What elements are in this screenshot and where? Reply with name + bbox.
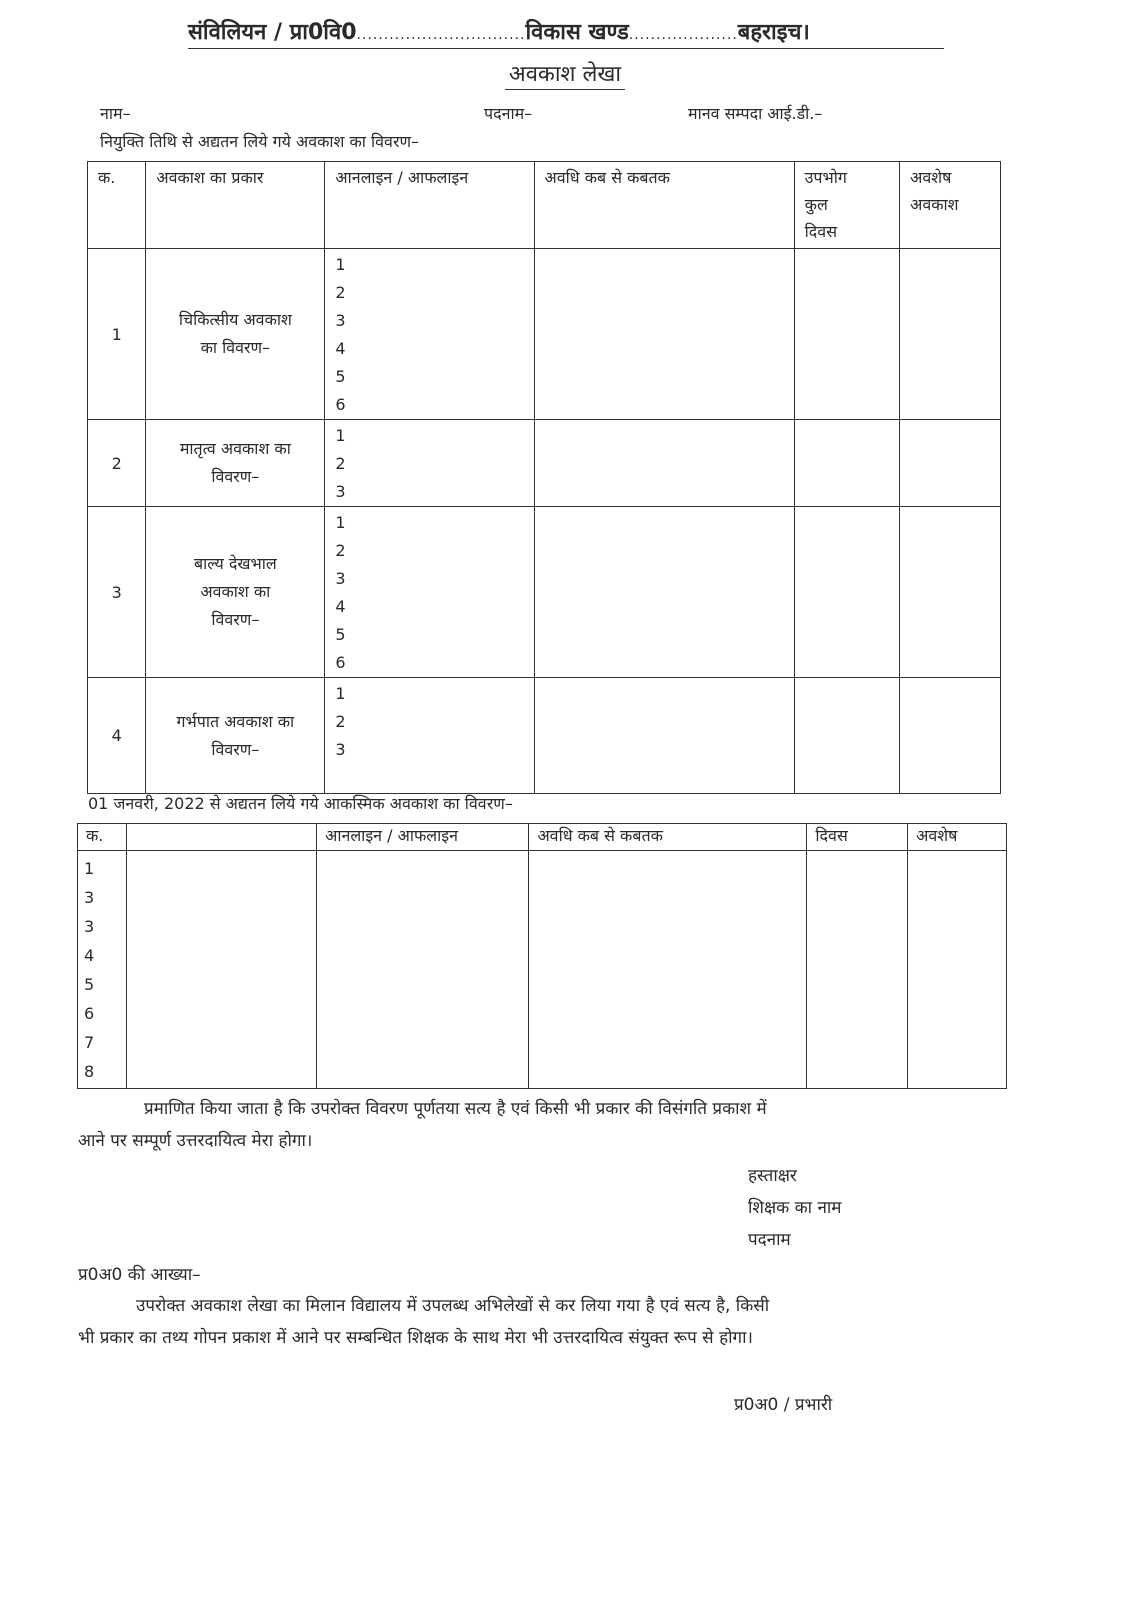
casual-table-header	[78, 824, 1007, 851]
row-duration-cell[interactable]	[534, 678, 794, 794]
list-item: 2	[335, 283, 346, 302]
row-leave-type-line3: विवरण–	[211, 610, 260, 629]
row-days-cell[interactable]	[794, 420, 899, 507]
row-mode-items	[325, 249, 534, 420]
row-sno: 3	[88, 507, 146, 678]
col-days-used-line3: दिवस	[804, 222, 838, 241]
list-item: 3	[335, 569, 346, 588]
casual-days-cell[interactable]	[807, 851, 908, 1089]
list-item: 6	[335, 653, 346, 672]
headmaster-remarks-text	[78, 1290, 1016, 1354]
col-mode: आनलाइन / आफलाइन	[325, 162, 534, 249]
col-sno: क.	[78, 824, 127, 851]
casual-mode-cell[interactable]	[317, 851, 529, 1089]
list-item: 5	[84, 975, 95, 994]
col-days-used	[794, 162, 899, 249]
row-leave-type-line1: गर्भपात अवकाश का	[176, 711, 295, 731]
row-leave-type	[146, 249, 325, 420]
table-row	[88, 678, 1001, 794]
row-remaining-cell[interactable]	[900, 249, 1001, 420]
list-item: 4	[335, 597, 346, 616]
row-duration-cell[interactable]	[534, 507, 794, 678]
list-item: 4	[84, 946, 95, 965]
remarks-line1: उपरोक्त अवकाश लेखा का मिलान विद्यालय में उपलब्ध अभिलेखों से कर लिया गया है एवं सत्य है, किसी	[136, 1296, 770, 1316]
leave-table-intro: नियुक्ति तिथि से अद्यतन लिये गये अवकाश का विवरण–	[100, 132, 420, 151]
signature-label: हस्ताक्षर	[748, 1166, 797, 1186]
certification-line2: आने पर सम्पूर्ण उत्तरदायित्व मेरा होगा।	[78, 1131, 313, 1151]
row-remaining-cell[interactable]	[900, 678, 1001, 794]
header-block-label: विकास खण्ड	[525, 20, 629, 45]
col-sno: क.	[88, 162, 146, 249]
list-item: 3	[84, 888, 95, 907]
teacher-designation-label: पदनाम	[748, 1230, 791, 1250]
header-district: बहराइच।	[737, 20, 810, 45]
row-leave-type-line2: अवकाश का	[200, 582, 271, 601]
list-item: 1	[84, 859, 95, 878]
col-leave-type: अवकाश का प्रकार	[146, 162, 325, 249]
teacher-name-label: शिक्षक का नाम	[748, 1198, 842, 1218]
list-item: 3	[335, 482, 346, 501]
row-leave-type	[146, 678, 325, 794]
row-leave-type-line1: मातृत्व अवकाश का	[179, 439, 291, 458]
certification-line1: प्रमाणित किया जाता है कि उपरोक्त विवरण पूर्णतया सत्य है एवं किसी भी प्रकार की विसंगति प्रकाश में	[144, 1099, 767, 1119]
row-remaining-cell[interactable]	[900, 507, 1001, 678]
row-days-cell[interactable]	[794, 249, 899, 420]
headmaster-signature: प्र0अ0 / प्रभारी	[734, 1395, 833, 1415]
list-item: 8	[84, 1062, 95, 1081]
col-remaining-line2: अवकाश	[910, 195, 959, 214]
list-item: 3	[335, 311, 346, 330]
list-item: 1	[335, 426, 346, 445]
table-row	[88, 507, 1001, 678]
col-days: दिवस	[807, 824, 908, 851]
form-header	[188, 16, 944, 49]
col-duration: अवधि कब से कबतक	[529, 824, 807, 851]
col-remaining	[900, 162, 1001, 249]
row-leave-type-line2: विवरण–	[211, 467, 260, 486]
row-sno: 4	[88, 678, 146, 794]
col-days-used-line1: उपभोग	[804, 168, 847, 187]
row-mode-items	[325, 507, 534, 678]
list-item: 7	[84, 1033, 95, 1052]
list-item: 5	[335, 625, 346, 644]
list-item: 2	[335, 454, 346, 473]
row-days-cell[interactable]	[794, 678, 899, 794]
row-sno: 2	[88, 420, 146, 507]
list-item: 1	[335, 513, 346, 532]
casual-row-numbers	[78, 851, 127, 1089]
list-item: 2	[335, 541, 346, 560]
designation-label: पदनाम–	[484, 104, 533, 123]
row-leave-type	[146, 420, 325, 507]
header-school-blank: ...............................	[356, 27, 526, 43]
col-blank	[126, 824, 316, 851]
row-leave-type-line2: विवरण–	[211, 739, 260, 759]
casual-blank-cell[interactable]	[126, 851, 316, 1089]
row-mode-items	[325, 420, 534, 507]
list-item: 6	[335, 395, 346, 414]
remarks-line2: भी प्रकार का तथ्य गोपन प्रकाश में आने पर सम्बन्धित शिक्षक के साथ मेरा भी उत्तरदायित्व संयुक्त रूप से होगा।	[78, 1328, 753, 1348]
list-item: 2	[335, 712, 346, 731]
row-duration-cell[interactable]	[534, 420, 794, 507]
row-mode-items	[325, 678, 534, 794]
row-sno: 1	[88, 249, 146, 420]
header-block-blank: ....................	[628, 27, 738, 43]
list-item: 4	[335, 339, 346, 358]
col-days-used-line2: कुल	[804, 195, 828, 214]
list-item: 5	[335, 367, 346, 386]
col-remaining-line1: अवशेष	[910, 168, 952, 187]
list-item: 3	[84, 917, 95, 936]
row-leave-type-line2: का विवरण–	[200, 338, 271, 357]
col-remaining: अवशेष	[908, 824, 1007, 851]
row-leave-type-line1: बाल्य देखभाल	[193, 554, 277, 573]
header-school-label: संविलियन / प्रा0वि0	[188, 20, 357, 45]
headmaster-remarks-heading: प्र0अ0 की आख्या–	[78, 1265, 201, 1285]
row-days-cell[interactable]	[794, 507, 899, 678]
row-leave-type-line1: चिकित्सीय अवकाश	[178, 310, 292, 329]
list-item: 6	[84, 1004, 95, 1023]
row-duration-cell[interactable]	[534, 249, 794, 420]
table-row	[78, 851, 1007, 1089]
table-row	[88, 420, 1001, 507]
list-item: 1	[335, 255, 346, 274]
list-item: 1	[335, 684, 346, 703]
list-item: 3	[335, 740, 346, 759]
hr-id-label: मानव सम्पदा आई.डी.–	[688, 104, 823, 123]
page-title	[0, 58, 1130, 88]
casual-remaining-cell[interactable]	[908, 851, 1007, 1089]
table-row	[88, 249, 1001, 420]
teacher-signature-block	[748, 1160, 841, 1256]
casual-leave-table	[77, 823, 1007, 1089]
casual-duration-cell[interactable]	[529, 851, 807, 1089]
leave-table-header	[88, 162, 1001, 249]
name-label: नाम–	[100, 104, 131, 123]
certification-text	[78, 1093, 1008, 1157]
page-title-text: अवकाश लेखा	[505, 62, 625, 90]
casual-leave-intro: 01 जनवरी, 2022 से अद्यतन लिये गये आकस्मिक अवकाश का विवरण–	[88, 794, 513, 813]
leave-table	[87, 161, 1001, 794]
col-duration: अवधि कब से कबतक	[534, 162, 794, 249]
col-mode: आनलाइन / आफलाइन	[317, 824, 529, 851]
row-remaining-cell[interactable]	[900, 420, 1001, 507]
row-leave-type	[146, 507, 325, 678]
